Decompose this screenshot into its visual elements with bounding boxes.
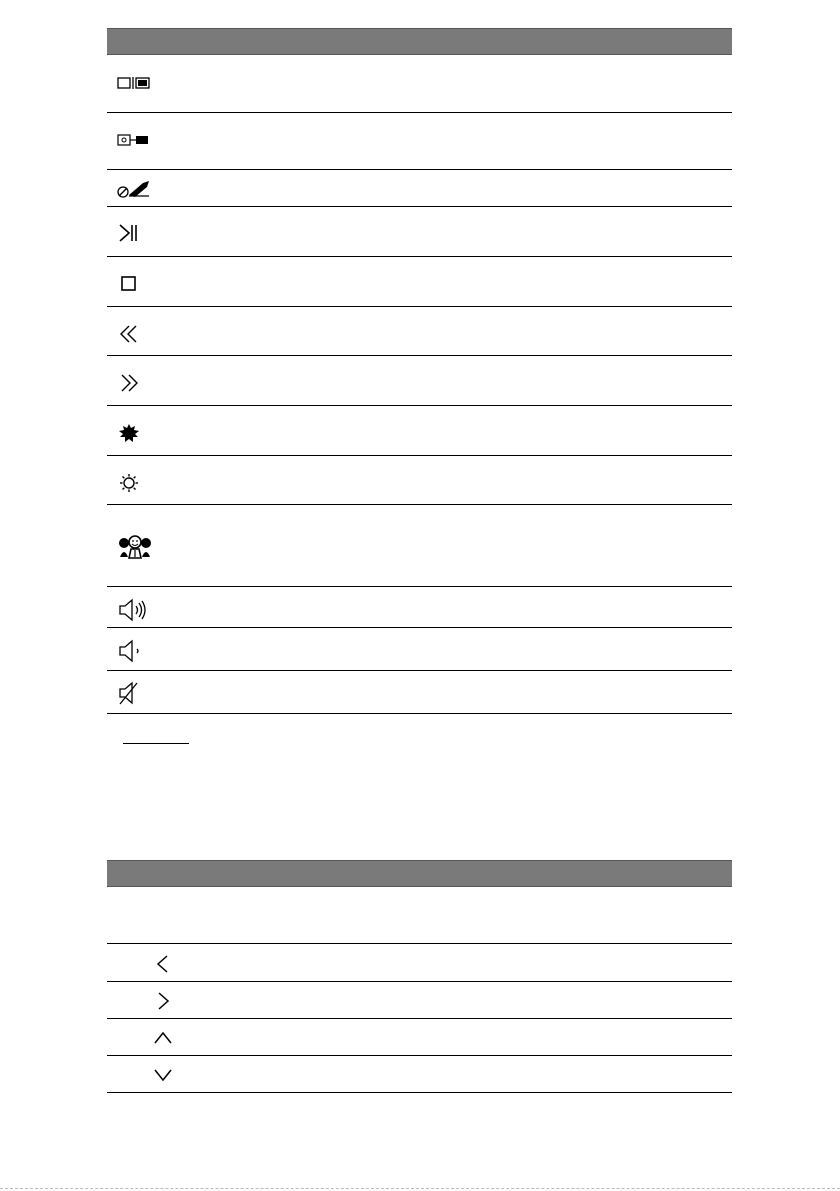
table-row xyxy=(107,1019,732,1056)
table-row xyxy=(107,944,732,982)
social-networks-icon xyxy=(117,533,153,559)
table-row xyxy=(107,113,732,170)
table-row xyxy=(107,1056,732,1093)
note-underline xyxy=(123,743,189,744)
table-row xyxy=(107,55,732,113)
table-row xyxy=(107,456,732,505)
table-row xyxy=(107,170,732,207)
arrow-right-icon xyxy=(153,991,173,1011)
table-row xyxy=(107,982,732,1019)
brightness-up-icon xyxy=(117,423,141,443)
table-row xyxy=(107,628,732,671)
volume-up-icon xyxy=(117,598,153,622)
mute-icon xyxy=(117,681,153,705)
brightness-down-icon xyxy=(117,473,141,493)
arrow-left-icon xyxy=(153,954,173,974)
touchpad-toggle-icon xyxy=(117,179,153,199)
display-toggle-icon xyxy=(117,76,153,90)
hotkey-table-header xyxy=(107,28,732,55)
table-row xyxy=(107,505,732,587)
play-pause-icon xyxy=(117,223,141,243)
table-row xyxy=(107,887,732,944)
table-row xyxy=(107,207,732,257)
arrow-key-table xyxy=(107,860,732,1093)
page-bottom-rule xyxy=(0,1188,840,1189)
volume-down-icon xyxy=(117,639,153,663)
table-row xyxy=(107,356,732,406)
next-icon xyxy=(117,373,141,393)
arrow-up-icon xyxy=(153,1028,173,1048)
arrow-down-icon xyxy=(153,1065,173,1085)
arrow-key-table-header xyxy=(107,860,732,887)
table-row xyxy=(107,257,732,307)
screen-blank-icon xyxy=(117,133,153,147)
table-row xyxy=(107,587,732,628)
previous-icon xyxy=(117,324,141,344)
table-row xyxy=(107,406,732,456)
table-row xyxy=(107,671,732,714)
table-row xyxy=(107,307,732,356)
stop-icon xyxy=(117,275,141,293)
hotkey-table xyxy=(107,28,732,714)
